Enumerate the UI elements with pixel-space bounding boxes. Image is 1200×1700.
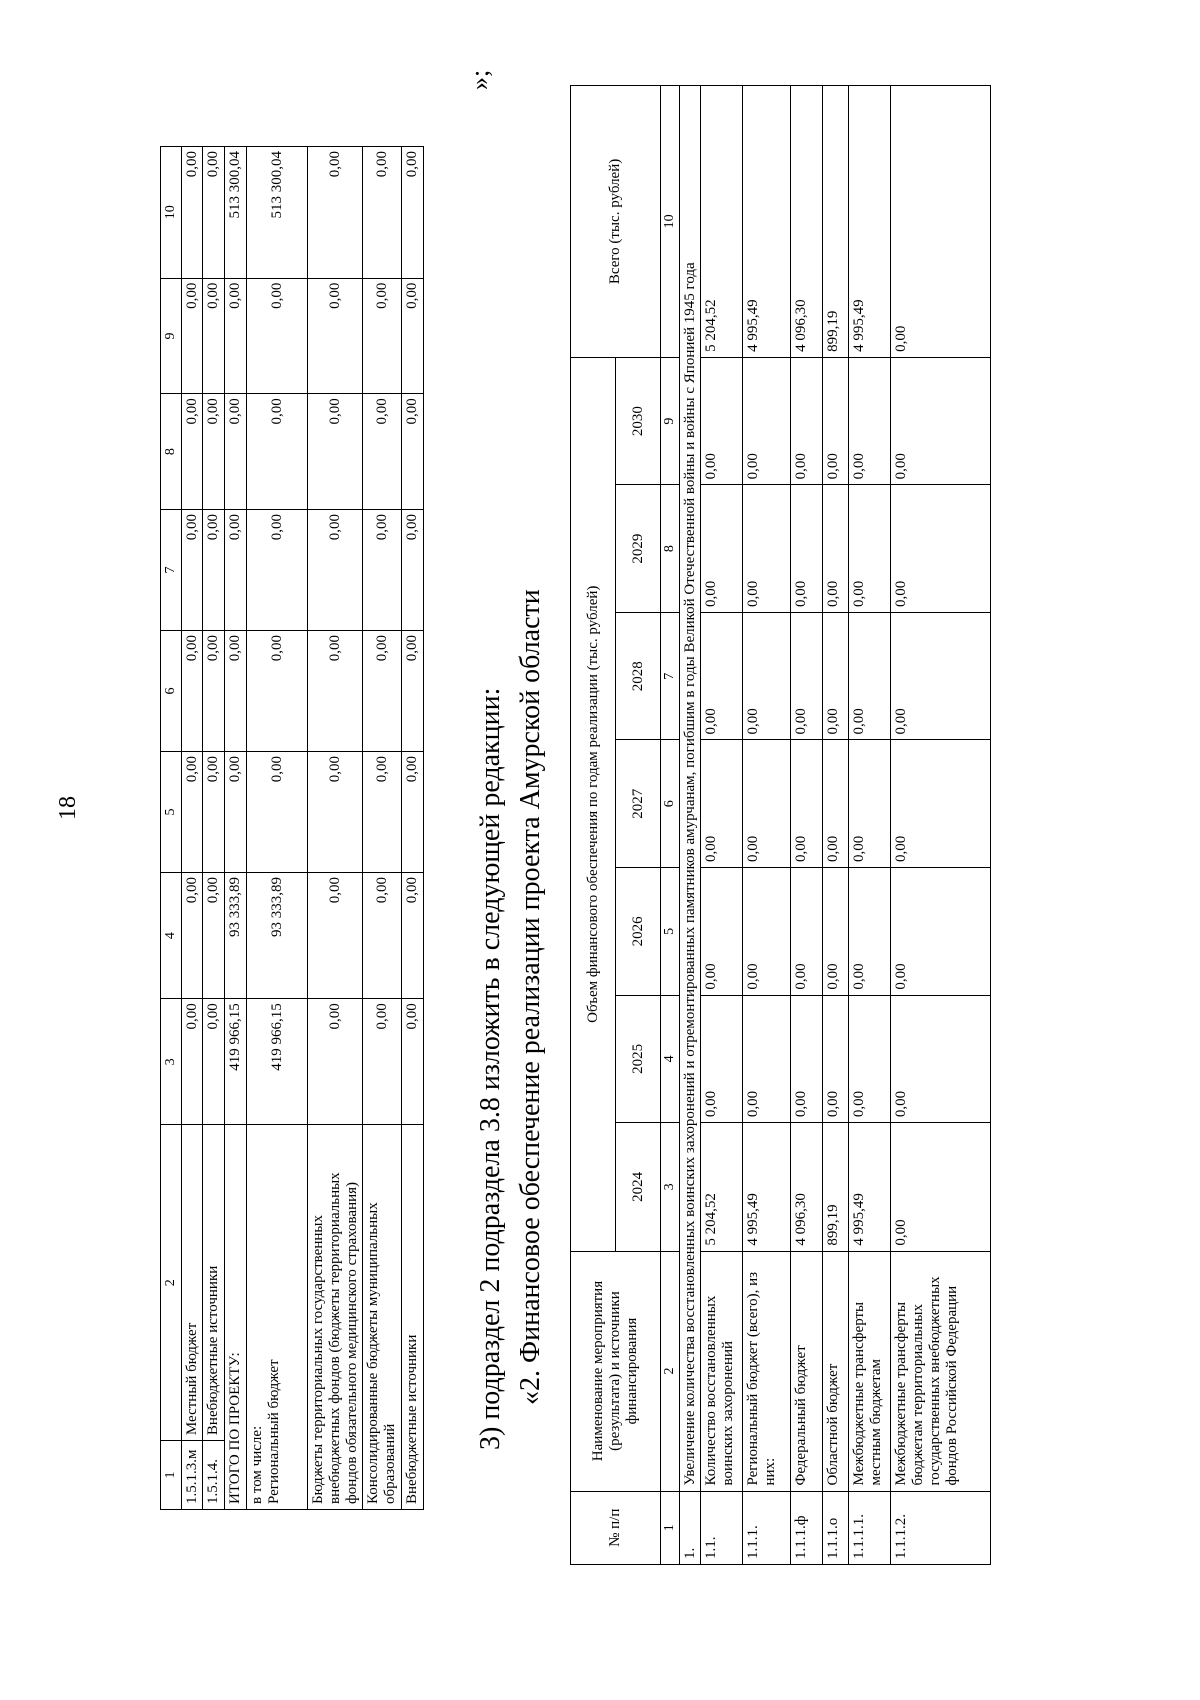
value-cell: 0,00	[891, 357, 991, 485]
value-cell: 0,00	[402, 872, 424, 998]
value-cell: 4 995,49	[743, 86, 791, 358]
table-row	[891, 86, 991, 1565]
row-code: 1.5.1.3.м	[181, 1441, 203, 1510]
index-cell: 6	[661, 740, 680, 868]
table-row	[701, 86, 743, 1565]
value-cell: 0,00	[363, 394, 402, 510]
row-code: 1.1.	[701, 1491, 743, 1564]
value-cell: 0,00	[849, 612, 891, 740]
summary-label: Внебюджетные источники	[402, 1125, 424, 1510]
value-cell: 4 995,49	[743, 1123, 791, 1251]
table-row	[849, 86, 891, 1565]
value-cell: 0,00	[791, 357, 823, 485]
value-cell: 0,00	[743, 485, 791, 613]
value-cell: 0,00	[791, 995, 823, 1123]
header-cell: 6	[161, 631, 182, 752]
value-cell: 93 333,89	[225, 872, 247, 998]
value-cell: 0,00	[308, 278, 363, 394]
value-cell: 419 966,15	[247, 999, 308, 1125]
row-name: Федеральный бюджет	[791, 1251, 823, 1491]
index-cell: 8	[661, 485, 680, 613]
value-cell: 0,00	[891, 612, 991, 740]
value-cell: 0,00	[308, 751, 363, 872]
row-name: Межбюджетные трансферты местным бюджетам	[849, 1251, 891, 1491]
header-cell: 8	[161, 394, 182, 510]
header-year: 2026	[616, 868, 661, 996]
summary-row	[308, 147, 363, 1510]
value-cell: 0,00	[203, 510, 225, 631]
index-cell: 5	[661, 868, 680, 996]
value-cell: 0,00	[791, 485, 823, 613]
value-cell: 0,00	[849, 868, 891, 996]
row-code: 1.1.1.о	[823, 1491, 849, 1564]
row-code: 1.1.1.2.	[891, 1491, 991, 1564]
table-header-row	[161, 147, 182, 1510]
row-name: Местный бюджет	[181, 1125, 203, 1441]
value-cell: 0,00	[701, 612, 743, 740]
table-row	[203, 147, 225, 1510]
value-cell: 0,00	[701, 868, 743, 996]
value-cell: 0,00	[402, 510, 424, 631]
row-code: 1.1.1.ф	[791, 1491, 823, 1564]
value-cell: 5 204,52	[701, 86, 743, 358]
value-cell: 0,00	[181, 872, 203, 998]
index-cell: 1	[661, 1491, 680, 1564]
value-cell: 0,00	[203, 872, 225, 998]
value-cell: 0,00	[402, 147, 424, 279]
value-cell: 0,00	[225, 278, 247, 394]
value-cell: 0,00	[823, 995, 849, 1123]
value-cell: 0,00	[823, 740, 849, 868]
section-description: Увеличение количества восстановленных воинских захоронений и отремонтированных памятников амурчанам, погибшим в годы Великой Отечественной войны и войны с Японией 1945 года	[679, 86, 701, 1492]
value-cell: 0,00	[203, 999, 225, 1125]
value-cell: 0,00	[891, 868, 991, 996]
index-cell: 9	[661, 357, 680, 485]
value-cell: 0,00	[225, 631, 247, 752]
value-cell: 0,00	[203, 147, 225, 279]
row-code: 1.1.1.1.	[849, 1491, 891, 1564]
summary-row	[402, 147, 424, 1510]
row-code: 1.5.1.4.	[203, 1441, 225, 1510]
value-cell: 0,00	[203, 631, 225, 752]
value-cell: 0,00	[308, 631, 363, 752]
header-year: 2029	[616, 485, 661, 613]
value-cell: 0,00	[203, 278, 225, 394]
value-cell: 0,00	[225, 751, 247, 872]
header-cell: 5	[161, 751, 182, 872]
header-name: Наименование мероприятия (результата) и источники финансирования	[571, 1251, 661, 1491]
value-cell: 0,00	[363, 999, 402, 1125]
value-cell: 0,00	[849, 357, 891, 485]
value-cell: 4 995,49	[849, 1123, 891, 1251]
row-code: 1.	[679, 1491, 701, 1564]
value-cell: 4 096,30	[791, 86, 823, 358]
value-cell: 0,00	[247, 278, 308, 394]
table-row	[181, 147, 203, 1510]
value-cell: 0,00	[791, 740, 823, 868]
header-total: Всего (тыс. рублей)	[571, 86, 661, 358]
header-cell: 2	[161, 1125, 182, 1441]
value-cell: 0,00	[891, 1123, 991, 1251]
index-cell: 7	[661, 612, 680, 740]
header-volume: Объем финансового обеспечения по годам реализации (тыс. рублей)	[571, 357, 616, 1251]
value-cell: 0,00	[203, 394, 225, 510]
summary-label: ИТОГО ПО ПРОЕКТУ:	[225, 1125, 247, 1510]
value-cell: 0,00	[247, 510, 308, 631]
section-row	[679, 86, 701, 1565]
value-cell: 0,00	[891, 740, 991, 868]
table-row	[743, 86, 791, 1565]
table-row	[791, 86, 823, 1565]
value-cell: 0,00	[743, 740, 791, 868]
row-name: Внебюджетные источники	[203, 1125, 225, 1441]
value-cell: 0,00	[402, 631, 424, 752]
value-cell: 0,00	[849, 995, 891, 1123]
value-cell: 0,00	[247, 631, 308, 752]
value-cell: 0,00	[743, 612, 791, 740]
value-cell: 5 204,52	[701, 1123, 743, 1251]
value-cell: 0,00	[743, 868, 791, 996]
value-cell: 0,00	[225, 510, 247, 631]
index-cell: 3	[661, 1123, 680, 1251]
header-cell: 9	[161, 278, 182, 394]
index-cell: 10	[661, 86, 680, 358]
row-name: Количество восстановленных воинских захоронений	[701, 1251, 743, 1491]
financing-table	[570, 85, 991, 1565]
header-year: 2030	[616, 357, 661, 485]
total-row	[225, 147, 247, 1510]
value-cell: 0,00	[891, 86, 991, 358]
value-cell: 0,00	[181, 510, 203, 631]
header-year: 2028	[616, 612, 661, 740]
value-cell: 4 995,49	[849, 86, 891, 358]
value-cell: 0,00	[203, 751, 225, 872]
row-name: Областной бюджет	[823, 1251, 849, 1491]
value-cell: 0,00	[743, 995, 791, 1123]
value-cell: 0,00	[701, 357, 743, 485]
value-cell: 513 300,04	[225, 147, 247, 279]
value-cell: 0,00	[402, 999, 424, 1125]
value-cell: 0,00	[363, 751, 402, 872]
value-cell: 0,00	[891, 995, 991, 1123]
summary-row	[247, 147, 308, 1510]
header-cell: 1	[161, 1441, 182, 1510]
index-cell: 4	[661, 995, 680, 1123]
summary-row	[363, 147, 402, 1510]
value-cell: 0,00	[181, 631, 203, 752]
table-header-row	[571, 86, 616, 1565]
value-cell: 0,00	[363, 510, 402, 631]
value-cell: 513 300,04	[247, 147, 308, 279]
header-cell: 7	[161, 510, 182, 631]
row-name: Межбюджетные трансферты бюджетам территориальных государственных внебюджетных фондов Российской Федерации	[891, 1251, 991, 1491]
value-cell: 0,00	[791, 868, 823, 996]
column-index-row	[661, 86, 680, 1565]
value-cell: 0,00	[891, 485, 991, 613]
summary-label: Бюджеты территориальных государственных внебюджетных фондов (бюджеты территориальных фондов обязательного медицинского страхования)	[308, 1125, 363, 1510]
value-cell: 0,00	[701, 485, 743, 613]
value-cell: 0,00	[247, 751, 308, 872]
summary-label: в том числе: Региональный бюджет	[247, 1125, 308, 1510]
header-num: № п/п	[571, 1491, 661, 1564]
value-cell: 0,00	[849, 740, 891, 868]
header-year: 2025	[616, 995, 661, 1123]
value-cell: 0,00	[363, 631, 402, 752]
table-row	[823, 86, 849, 1565]
value-cell: 0,00	[308, 510, 363, 631]
value-cell: 0,00	[363, 147, 402, 279]
value-cell: 0,00	[363, 278, 402, 394]
value-cell: 0,00	[181, 278, 203, 394]
header-cell: 3	[161, 999, 182, 1125]
value-cell: 899,19	[823, 1123, 849, 1251]
header-cell: 4	[161, 872, 182, 998]
value-cell: 0,00	[181, 394, 203, 510]
value-cell: 0,00	[701, 740, 743, 868]
row-code: 1.1.1.	[743, 1491, 791, 1564]
value-cell: 0,00	[247, 394, 308, 510]
page-number: 18	[55, 796, 81, 820]
header-year: 2024	[616, 1123, 661, 1251]
value-cell: 0,00	[181, 751, 203, 872]
section-title: «2. Финансовое обеспечение реализации проекта Амурской области	[515, 589, 546, 1405]
value-cell: 0,00	[791, 612, 823, 740]
value-cell: 0,00	[308, 147, 363, 279]
value-cell: 93 333,89	[247, 872, 308, 998]
value-cell: 0,00	[225, 394, 247, 510]
value-cell: 0,00	[823, 612, 849, 740]
value-cell: 419 966,15	[225, 999, 247, 1125]
amendment-text: 3) подраздел 2 подраздела 3.8 изложить в следующей редакции:	[475, 687, 506, 1450]
value-cell: 0,00	[308, 999, 363, 1125]
index-cell: 2	[661, 1251, 680, 1491]
value-cell: 0,00	[823, 868, 849, 996]
value-cell: 0,00	[823, 357, 849, 485]
value-cell: 0,00	[823, 485, 849, 613]
value-cell: 0,00	[181, 999, 203, 1125]
header-cell: 10	[161, 147, 182, 279]
value-cell: 0,00	[402, 751, 424, 872]
value-cell: 0,00	[701, 995, 743, 1123]
value-cell: 899,19	[823, 86, 849, 358]
closing-quote: »;	[465, 69, 494, 90]
value-cell: 0,00	[308, 394, 363, 510]
row-name: Региональный бюджет (всего), из них:	[743, 1251, 791, 1491]
summary-label: Консолидированные бюджеты муниципальных образований	[363, 1125, 402, 1510]
value-cell: 0,00	[849, 485, 891, 613]
value-cell: 0,00	[181, 147, 203, 279]
value-cell: 0,00	[402, 394, 424, 510]
value-cell: 4 096,30	[791, 1123, 823, 1251]
value-cell: 0,00	[743, 357, 791, 485]
value-cell: 0,00	[308, 872, 363, 998]
value-cell: 0,00	[363, 872, 402, 998]
header-year: 2027	[616, 740, 661, 868]
continuation-table	[160, 146, 424, 1510]
value-cell: 0,00	[402, 278, 424, 394]
